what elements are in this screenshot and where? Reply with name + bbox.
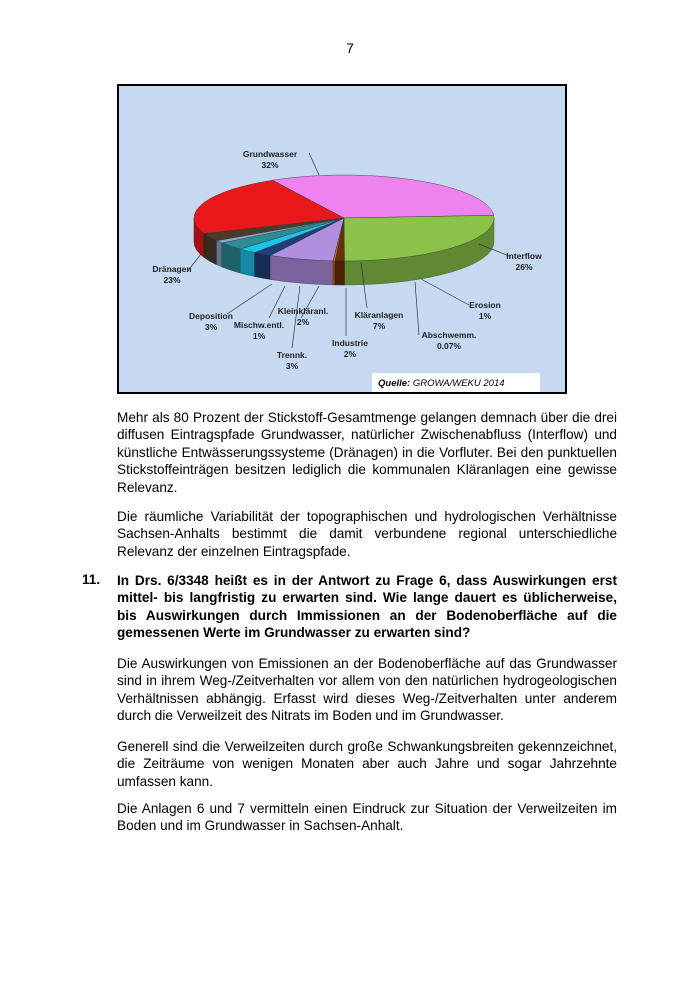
slice-value-abschwemm: 0.07% <box>436 341 462 351</box>
slice-value-deposition: 3% <box>204 322 218 332</box>
chart-source-label: Quelle: <box>378 378 411 389</box>
slice-value-kl-ranlagen: 7% <box>372 321 386 331</box>
slice-label-erosion: Erosion <box>469 300 501 310</box>
paragraph-2: Die räumliche Variabilität der topographischen und hydrologischen Verhältnisse Sachsen-Anhalts bestimmt die damit verbundene regional unterschiedliche Relevanz der einzelnen Eintragspfade. <box>117 509 617 559</box>
pie-side-abschwemm <box>333 261 335 285</box>
pie-side-kleinkl-ranl <box>240 249 254 276</box>
question-number: 11. <box>82 572 101 587</box>
slice-value-erosion: 1% <box>478 311 492 321</box>
slice-label-kl-ranlagen: Kläranlagen <box>354 310 404 320</box>
answer-paragraph-1: Die Auswirkungen von Emissionen an der Bodenoberfläche auf das Grundwasser sind in ihrem Weg-/Zeitverhalten vor allem von den natürlichen hydrogeologischen Verhältnissen abhängig. Erfasst wird dieses Weg-/Zeitverhalten unter anderem durch die Verweilzeit des Nitrats im Boden und im Grundwasser. <box>117 656 617 724</box>
slice-value-industrie: 2% <box>343 349 357 359</box>
slice-label-dr-nagen: Dränagen <box>152 264 192 274</box>
slice-label-abschwemm: Abschwemm. <box>421 330 477 340</box>
slice-label-interflow: Interflow <box>506 251 542 261</box>
paragraph-1: Mehr als 80 Prozent der Stickstoff-Gesamtmenge gelangen demnach über die drei diffusen Eintragspfade Grundwasser, natürlicher Zwischenabfluss (Interflow) und künstliche Entwässerungssysteme (Dränagen) in die Vorfluter. Bei den punktuellen Stickstoffeinträgen besitzen lediglich die kommunalen Kläranlagen eine gewisse Relevanz. <box>117 410 617 495</box>
leader-line-deposition <box>227 284 272 314</box>
answer-paragraph-2: Generell sind die Verweilzeiten durch große Schwankungsbreiten gekennzeichnet, die Zeiträume von wenigen Monaten aber auch Jahre und sogar Jahrzehnte umfassen kann. <box>117 739 617 789</box>
slice-label-trennk: Trennk. <box>276 350 308 360</box>
chart-source-text: GROWA/WEKU 2014 <box>412 378 505 389</box>
pie-chart-svg <box>119 86 567 394</box>
pie-side-mischw-entl <box>217 241 222 267</box>
pie-side-erosion <box>335 261 344 285</box>
slice-label-industrie: Industrie <box>332 338 368 348</box>
slice-label-mischw-entl: Mischw.entl. <box>233 320 285 330</box>
slice-label-grundwasser: Grundwasser <box>242 149 298 159</box>
leader-line-abschwemm <box>415 282 419 335</box>
page-number: 7 <box>346 40 354 56</box>
slice-value-trennk: 3% <box>285 361 299 371</box>
question-text: In Drs. 6/3348 heißt es in der Antwort zu Frage 6, dass Auswirkungen erst mittel- bis langfristig zu erwarten sind. Wie lange dauert es üblicherweise, bis Auswirkungen durch Immissionen an der Bodenoberfläche auf die gemessenen Werte im Grundwasser zu erwarten sind? <box>117 573 617 641</box>
chart-source <box>372 373 540 394</box>
slice-value-grundwasser: 32% <box>261 160 279 170</box>
slice-value-mischw-entl: 1% <box>252 331 266 341</box>
slice-value-kleinkl-ranl: 2% <box>296 317 310 327</box>
leader-line-erosion <box>421 279 469 305</box>
slice-value-interflow: 26% <box>515 262 533 272</box>
answer-paragraph-3: Die Anlagen 6 und 7 vermitteln einen Eindruck zur Situation der Verweilzeiten im Boden und im Grundwasser in Sachsen-Anhalt. <box>117 801 617 834</box>
pie-side-industrie <box>255 253 271 280</box>
slice-value-dr-nagen: 23% <box>163 275 181 285</box>
slice-label-deposition: Deposition <box>189 311 233 321</box>
pie-chart <box>117 84 567 394</box>
leader-line-grundwasser <box>309 153 319 175</box>
slice-label-kleinkl-ranl: Kleinkläranl. <box>277 306 329 316</box>
